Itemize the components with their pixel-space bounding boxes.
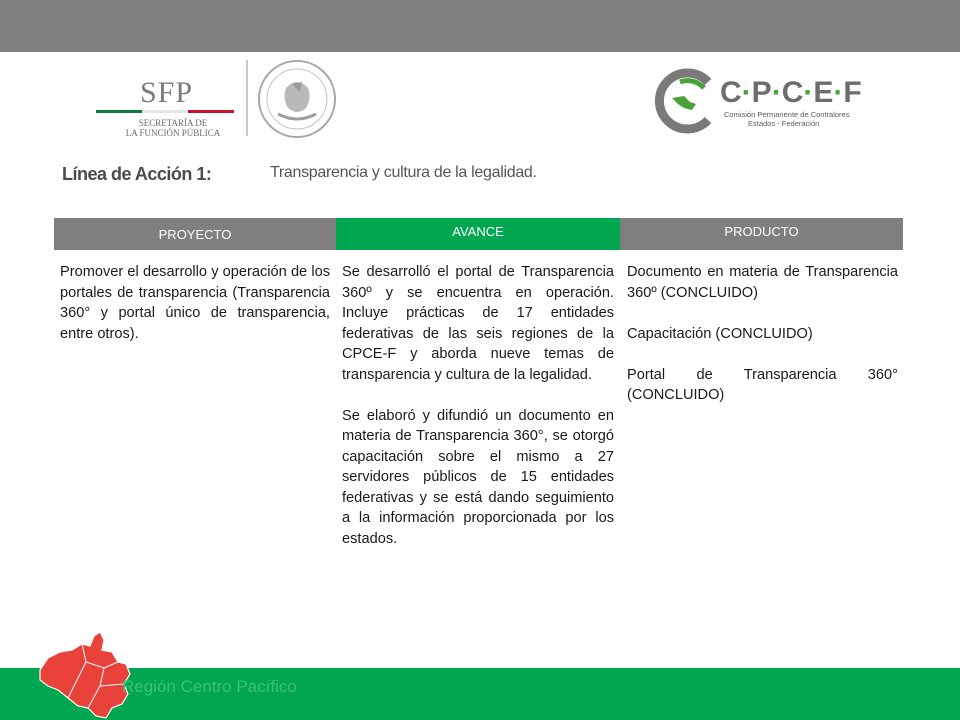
logo-divider [246, 60, 248, 136]
column-header-proyecto: PROYECTO [54, 218, 336, 250]
sfp-subtitle-line1: SECRETARÍA DE [138, 118, 208, 128]
producto-item-1: Documento en materia de Transparencia 360º (CONCLUIDO) [627, 264, 898, 301]
proyecto-text: Promover el desarrollo y operación de los portales de transparencia (Transparencia 360° y portal único de transparencia, entre otros). [60, 264, 330, 342]
producto-item-3: Portal de Transparencia 360° (CONCLUIDO) [627, 366, 898, 403]
table-cell-proyecto [60, 262, 330, 365]
table-cell-avance [342, 262, 614, 570]
sfp-logo [96, 70, 246, 140]
cpcef-subtitle-line2: Estados - Federación [748, 119, 820, 128]
region-label: Región Centro Pacífico [122, 677, 297, 696]
line-of-action-text: Transparencia y cultura de la legalidad. [270, 164, 537, 181]
sfp-logo-text: SFP [140, 76, 194, 109]
line-of-action-label: Línea de Acción 1: [62, 164, 212, 184]
cpcef-emblem-icon [650, 68, 720, 134]
producto-item-2: Capacitación (CONCLUIDO) [627, 325, 813, 342]
column-header-producto: PRODUCTO [620, 218, 903, 250]
sfp-subtitle-line2: LA FUNCIÓN PÚBLICA [125, 128, 221, 138]
column-header-avance: AVANCE [336, 218, 620, 250]
avance-paragraph-1: Se desarrolló el portal de Transparencia 360º y se encuentra en operación. Incluye prácticas de 17 entidades federativas de las seis regiones de la CPCE-F y aborda nueve temas de transparencia y cultura de la legalidad. [342, 264, 614, 383]
cpcef-subtitle-line1: Comisión Permanente de Contralores [724, 110, 850, 119]
sfp-tricolor-stripe [96, 110, 236, 114]
cpcef-logo-text: C·P·C·E·F [720, 76, 862, 109]
avance-paragraph-2: Se elaboró y difundió un documento en materia de Transparencia 360°, se otorgó capacitación sobre el mismo a 27 servidores públicos de 15 entidades federativas y se está dando seguimiento a la información proporcionada por los estados. [342, 407, 614, 547]
top-bar [0, 0, 960, 52]
table-cell-producto [627, 262, 898, 426]
mexican-seal-icon [256, 58, 338, 140]
cpcef-logo [648, 68, 862, 136]
region-map-icon [34, 628, 152, 720]
